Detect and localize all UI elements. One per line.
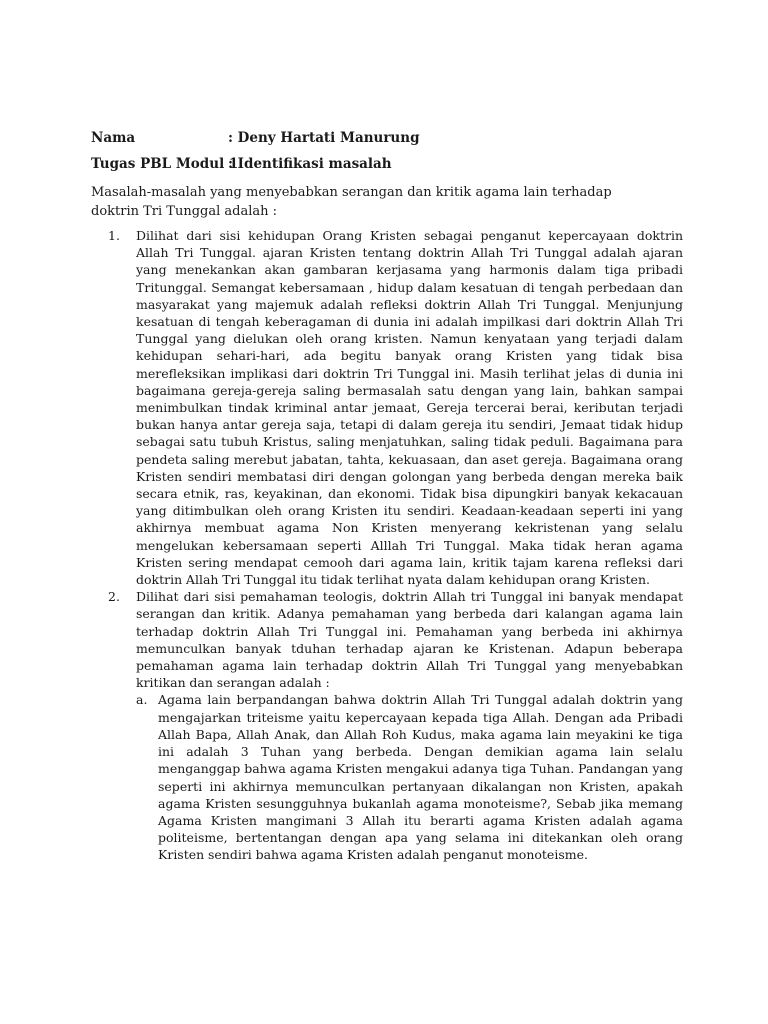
sub-list (136, 691, 683, 863)
list-item-text: Dilihat dari sisi kehidupan Orang Kristen sebagai penganut kepercayaan doktrin Allah Tri Tunggal. ajaran Kristen tentang doktrin Allah Tri Tunggal adalah ajaran yang menekankan akan gambaran kerjasama yang harmonis dalam tiga pribadi Tritunggal. Semangat kebersamaan , hidup dalam kesatuan di tengah perbedaan dan masyarakat yang majemuk adalah refleksi doktrin Allah Tri Tunggal. Menjunjung kesatuan di tengah keberagaman di dunia ini adalah impilkasi dari doktrin Allah Tri Tunggal yang dielukan oleh orang kristen. Namun kenyataan yang terjadi dalam kehidupan sehari-hari, ada begitu banyak orang Kristen yang tidak bisa merefleksikan implikasi dari doktrin Tri Tunggal ini. Masih terlihat jelas di dunia ini bagaimana gereja-gereja saling bermasalah satu dengan yang lain, bahkan sampai menimbulkan tindak kriminal antar jemaat, Gereja tercerai berai, keributan terjadi bukan hanya antar gereja saja, tetapi di dalam gereja itu sendiri, Jemaat tidak hidup sebagai satu tubuh Kristus, saling menjatuhkan, saling tidak peduli. Bagaimana para pendeta saling merebut jabatan, tahta, kekuasaan, dan aset gereja. Bagaimana orang Kristen sendiri membatasi diri dengan golongan yang berbeda dengan mereka baik secara etnik, ras, keyakinan, dan ekonomi. Tidak bisa dipungkiri banyak kekacauan yang ditimbulkan oleh orang Kristen itu sendiri. Keadaan-keadaan seperti ini yang akhirnya membuat agama Non Kristen menyerang kekristenan yang selalu mengelukan kebersamaan seperti Alllah Tri Tunggal. Maka tidak heran agama Kristen sering mendapat cemooh dari agama lain, kritik tajam karena refleksi dari doktrin Allah Tri Tunggal itu tidak terlihat nyata dalam kehidupan orang Kristen. (136, 228, 683, 588)
sub-list-item (136, 691, 683, 863)
list-item-number: 2. (108, 589, 120, 605)
name-label: Nama (91, 130, 136, 146)
task-value: : Identifikasi masalah (228, 156, 392, 172)
sub-list-marker: a. (136, 692, 148, 708)
list-item (91, 588, 683, 863)
list-item (91, 227, 683, 588)
intro-paragraph: Masalah-masalah yang menyebabkan serangan dan kritik agama lain terhadap doktrin Tri Tunggal adalah : (91, 185, 612, 219)
name-value: : Deny Hartati Manurung (228, 130, 420, 146)
list-item-number: 1. (108, 228, 120, 243)
problem-list (91, 227, 683, 864)
sub-list-text: Agama lain berpandangan bahwa doktrin Allah Tri Tunggal adalah doktrin yang mengajarkan triteisme yaitu kepercayaan kepada tiga Allah. Dengan ada Pribadi Allah Bapa, Allah Anak, dan Allah Roh Kudus, maka agama lain meyakini ke tiga ini adalah 3 Tuhan yang berbeda. Dengan demikian agama lain selalu menganggap bahwa agama Kristen mengakui adanya tiga Tuhan. Pandangan yang seperti ini akhirnya memunculkan pertanyaan dikalangan non Kristen, apakah agama Kristen sesungguhnya bukanlah agama monoteisme?, Sebab jika memang Agama Kristen mangimani 3 Allah itu berarti agama Kristen adalah agama politeisme, bertentangan dengan apa yang selama ini ditekankan oleh orang Kristen sendiri bahwa agama Kristen adalah penganut monoteisme. (158, 692, 683, 863)
list-item-text: Dilihat dari sisi pemahaman teologis, doktrin Allah tri Tunggal ini banyak mendapat serangan dan kritik. Adanya pemahaman yang berbeda dari kalangan agama lain terhadap doktrin Allah Tri Tunggal ini. Pemahaman yang berbeda ini akhirnya memunculkan banyak tduhan terhadap ajaran ke Kristenan. Adapun beberapa pemahaman agama lain terhadap doktrin Allah Tri Tunggal yang menyebabkan kritikan dan serangan adalah : (136, 589, 683, 691)
task-label: Tugas PBL Modul 1 (91, 156, 239, 172)
